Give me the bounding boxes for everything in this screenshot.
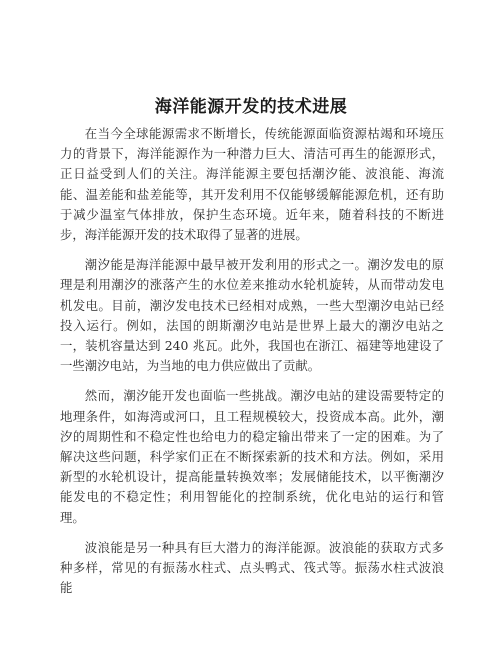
document-body: [60, 124, 444, 608]
paragraph: 然而，潮汐能开发也面临一些挑战。潮汐电站的建设需要特定的地理条件，如海湾或河口，且工程规模较大，投资成本高。此外，潮汐的周期性和不稳定性也给电力的稳定输出带来了一定的困难。为了解决这些问题，科学家们正在不断探索新的技术和方法。例如，采用新型的水轮机设计，提高能量转换效率；发展储能技术，以平衡潮汐能发电的不稳定性；利用智能化的控制系统，优化电站的运行和管理。: [60, 388, 444, 525]
paragraph: 波浪能是另一种具有巨大潜力的海洋能源。波浪能的获取方式多种多样，常见的有振荡水柱式、点头鸭式、筏式等。振荡水柱式波浪能: [60, 539, 444, 596]
document-title: 海洋能源开发的技术进展: [154, 97, 348, 117]
paragraph: 在当今全球能源需求不断增长，传统能源面临资源枯竭和环境压力的背景下，海洋能源作为一种潜力巨大、清洁可再生的能源形式，正日益受到人们的关注。海洋能源主要包括潮汐能、波浪能、海流能、温差能和盐差能等，其开发利用不仅能够缓解能源危机，还有助于减少温室气体排放，保护生态环境。近年来，随着科技的不断进步，海洋能源开发的技术取得了显著的进展。: [60, 126, 444, 243]
paragraph: 潮汐能是海洋能源中最早被开发利用的形式之一。潮汐发电的原理是利用潮汐的涨落产生的水位差来推动水轮机旋转，从而带动发电机发电。目前，潮汐发电技术已经相对成熟，一些大型潮汐电站已经投入运行。例如，法国的朗斯潮汐电站是世界上最大的潮汐电站之一，装机容量达到 240 兆瓦。此外，我国也在浙江、福建等地建设了一些潮汐电站，为当地的电力供应做出了贡献。: [60, 257, 444, 374]
